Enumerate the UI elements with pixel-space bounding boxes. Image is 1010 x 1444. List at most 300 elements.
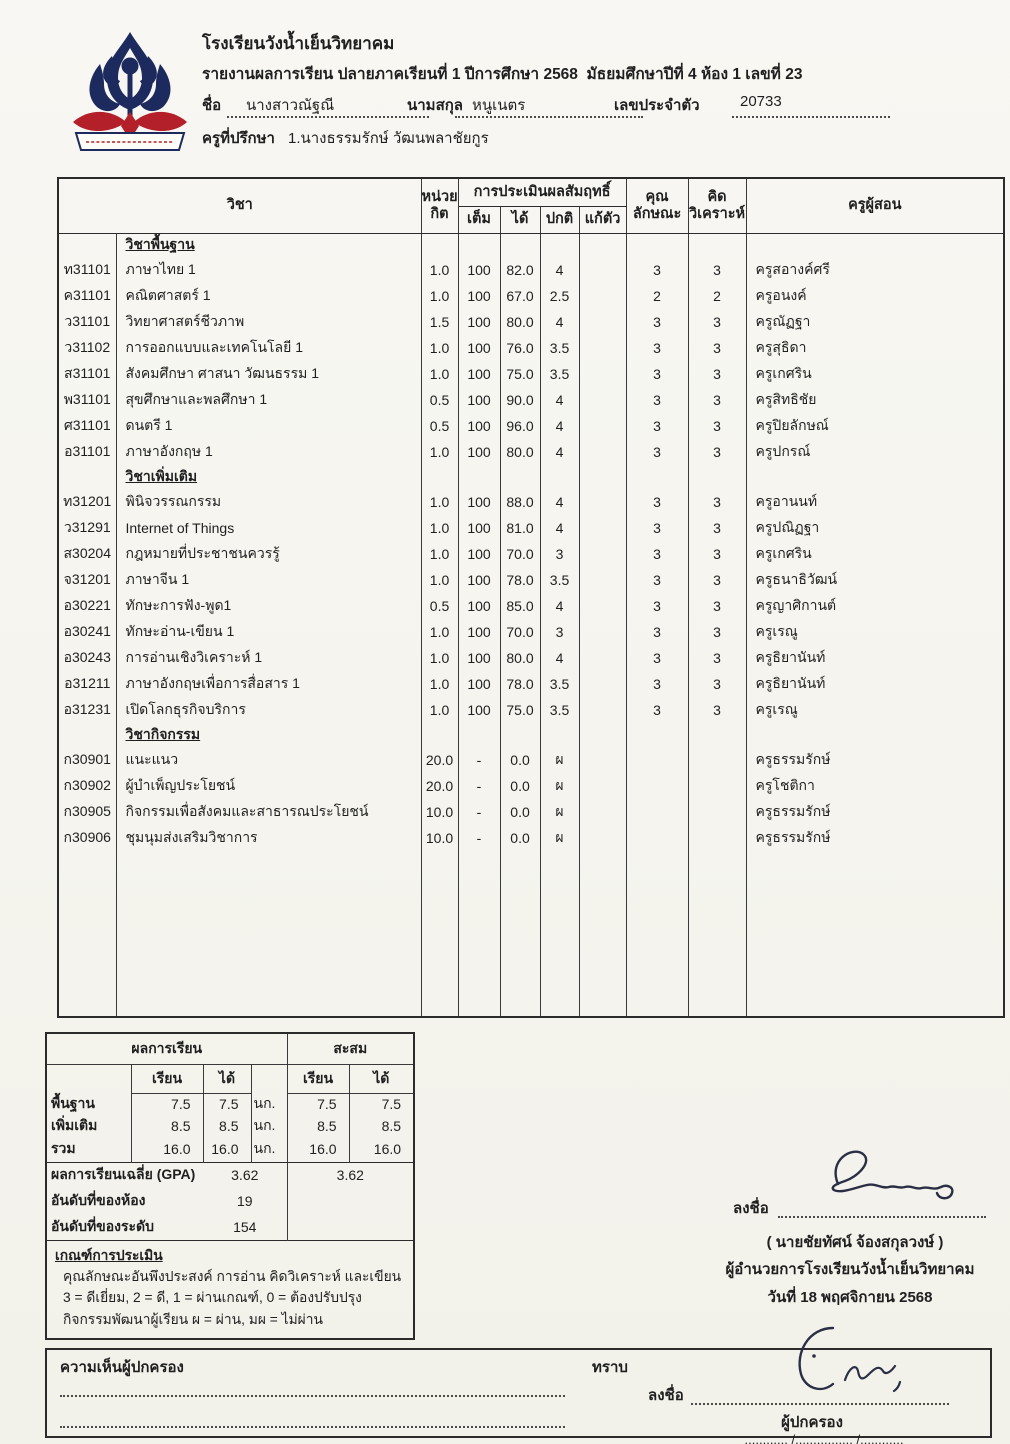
summary-value: 8.5 bbox=[287, 1115, 349, 1137]
subject-full-cell: 100 bbox=[458, 335, 500, 361]
empty-cell bbox=[458, 723, 500, 747]
subject-name-cell: ทักษะการฟัง-พูด1 bbox=[116, 593, 421, 619]
class-rank-label: อันดับที่ของห้อง bbox=[51, 1192, 146, 1208]
subject-teacher-cell: ครูธรรมรักษ์ bbox=[746, 799, 1004, 825]
subject-think-cell bbox=[688, 825, 746, 851]
subject-row bbox=[58, 283, 1004, 309]
subject-grade-cell: ผ bbox=[540, 799, 579, 825]
subject-retake-cell bbox=[579, 309, 626, 335]
subject-row bbox=[58, 515, 1004, 541]
class-rank-value: 19 bbox=[236, 1193, 253, 1209]
grade-table bbox=[57, 177, 1005, 1018]
summary-unit: นก. bbox=[251, 1093, 287, 1115]
name-label: ชื่อ bbox=[202, 97, 222, 114]
subject-teacher-cell: ครูญาศิกานต์ bbox=[746, 593, 1004, 619]
subject-row bbox=[58, 413, 1004, 439]
subject-trait-cell: 3 bbox=[626, 645, 688, 671]
subject-row bbox=[58, 747, 1004, 773]
subject-credit-cell: 0.5 bbox=[421, 593, 458, 619]
subject-code-cell: ส31101 bbox=[58, 361, 116, 387]
subject-trait-cell: 3 bbox=[626, 541, 688, 567]
subject-credit-cell: 1.0 bbox=[421, 361, 458, 387]
subject-code-cell: ศ31101 bbox=[58, 413, 116, 439]
subject-retake-cell bbox=[579, 645, 626, 671]
student-id: 20733 bbox=[740, 93, 782, 110]
section-title-cell bbox=[116, 723, 421, 747]
subject-full-cell: 100 bbox=[458, 309, 500, 335]
subject-credit-cell: 10.0 bbox=[421, 825, 458, 851]
subject-name-cell: เปิดโลกธุรกิจบริการ bbox=[116, 697, 421, 723]
subject-credit-cell: 1.0 bbox=[421, 671, 458, 697]
subject-retake-cell bbox=[579, 773, 626, 799]
subject-code-cell: อ31101 bbox=[58, 439, 116, 465]
summary-cumulative-header: สะสม bbox=[287, 1033, 414, 1064]
grade-table-body bbox=[58, 233, 1004, 1017]
subject-trait-cell: 3 bbox=[626, 413, 688, 439]
empty-cell bbox=[500, 723, 540, 747]
subject-code-cell: อ31231 bbox=[58, 697, 116, 723]
section-heading-row bbox=[58, 465, 1004, 489]
subject-got-cell: 75.0 bbox=[500, 361, 540, 387]
empty-cell bbox=[688, 233, 746, 257]
subject-got-cell: 96.0 bbox=[500, 413, 540, 439]
subject-retake-cell bbox=[579, 825, 626, 851]
subject-retake-cell bbox=[579, 799, 626, 825]
subject-retake-cell bbox=[579, 515, 626, 541]
subject-full-cell: 100 bbox=[458, 541, 500, 567]
empty-cell bbox=[688, 465, 746, 489]
subject-row bbox=[58, 309, 1004, 335]
subject-got-cell: 81.0 bbox=[500, 515, 540, 541]
subject-got-cell: 0.0 bbox=[500, 747, 540, 773]
subject-retake-cell bbox=[579, 413, 626, 439]
subject-trait-cell: 3 bbox=[626, 335, 688, 361]
subject-trait-cell: 3 bbox=[626, 671, 688, 697]
subject-got-cell: 82.0 bbox=[500, 257, 540, 283]
summary-sub-earned: ได้ bbox=[203, 1064, 251, 1093]
subject-grade-cell: ผ bbox=[540, 747, 579, 773]
subject-full-cell: 100 bbox=[458, 361, 500, 387]
subject-full-cell: - bbox=[458, 773, 500, 799]
subject-think-cell: 3 bbox=[688, 541, 746, 567]
director-position: ผู้อำนวยการโรงเรียนวังน้ำเย็นวิทยาคม bbox=[725, 1261, 975, 1278]
summary-value: 16.0 bbox=[349, 1137, 414, 1162]
student-id-dotted-line bbox=[732, 116, 890, 118]
subject-think-cell: 3 bbox=[688, 593, 746, 619]
subject-trait-cell bbox=[626, 799, 688, 825]
empty-cell bbox=[626, 851, 688, 1017]
subject-grade-cell: 4 bbox=[540, 645, 579, 671]
report-title: รายงานผลการเรียน ปลายภาคเรียนที่ 1 ปีการศึกษา 2568 มัธยมศึกษาปีที่ 4 ห้อง 1 เลขที่ 23 bbox=[202, 66, 803, 83]
empty-cell bbox=[579, 233, 626, 257]
subject-teacher-cell: ครูโชติกา bbox=[746, 773, 1004, 799]
empty-cell bbox=[421, 233, 458, 257]
summary-result-header: ผลการเรียน bbox=[46, 1033, 287, 1064]
col-header-think: คิด วิเคราะห์ bbox=[688, 178, 746, 233]
summary-cum-sub-earned: ได้ bbox=[349, 1064, 414, 1093]
summary-value: 7.5 bbox=[349, 1093, 414, 1115]
subject-got-cell: 76.0 bbox=[500, 335, 540, 361]
empty-cell bbox=[500, 465, 540, 489]
student-id-label: เลขประจำตัว bbox=[614, 97, 700, 114]
subject-got-cell: 0.0 bbox=[500, 773, 540, 799]
empty-cell bbox=[116, 851, 421, 1017]
subject-grade-cell: 4 bbox=[540, 387, 579, 413]
subject-row bbox=[58, 439, 1004, 465]
subject-trait-cell: 3 bbox=[626, 515, 688, 541]
empty-cell bbox=[746, 233, 1004, 257]
empty-cell bbox=[500, 851, 540, 1017]
subject-full-cell: 100 bbox=[458, 593, 500, 619]
subject-credit-cell: 1.5 bbox=[421, 309, 458, 335]
student-first-name: นางสาวณัฐณี bbox=[246, 97, 335, 114]
level-rank-label: อันดับที่ของระดับ bbox=[51, 1217, 155, 1234]
subject-full-cell: 100 bbox=[458, 645, 500, 671]
subject-credit-cell: 0.5 bbox=[421, 413, 458, 439]
report-date: วันที่ 18 พฤศจิกายน 2568 bbox=[767, 1289, 933, 1306]
empty-cell bbox=[688, 851, 746, 1017]
subject-teacher-cell: ครูสิทธิชัย bbox=[746, 387, 1004, 413]
first-name-dotted-line bbox=[227, 116, 429, 118]
subject-credit-cell: 1.0 bbox=[421, 515, 458, 541]
subject-trait-cell: 3 bbox=[626, 439, 688, 465]
subject-row bbox=[58, 773, 1004, 799]
subject-name-cell: ชุมนุมส่งเสริมวิชาการ bbox=[116, 825, 421, 851]
subject-name-cell: Internet of Things bbox=[116, 515, 421, 541]
subject-row bbox=[58, 619, 1004, 645]
subject-code-cell: ว31291 bbox=[58, 515, 116, 541]
subject-grade-cell: 3.5 bbox=[540, 361, 579, 387]
subject-trait-cell bbox=[626, 747, 688, 773]
subject-credit-cell: 1.0 bbox=[421, 697, 458, 723]
subject-got-cell: 80.0 bbox=[500, 439, 540, 465]
subject-credit-cell: 1.0 bbox=[421, 335, 458, 361]
summary-value: 8.5 bbox=[131, 1115, 203, 1137]
acknowledged-label: ทราบ bbox=[592, 1359, 628, 1376]
subject-think-cell: 3 bbox=[688, 645, 746, 671]
subject-teacher-cell: ครูเรณู bbox=[746, 697, 1004, 723]
parent-label: ผู้ปกครอง bbox=[781, 1414, 843, 1431]
subject-think-cell bbox=[688, 799, 746, 825]
subject-full-cell: 100 bbox=[458, 387, 500, 413]
section-title: วิชาเพิ่มเติม bbox=[125, 468, 198, 484]
empty-cell bbox=[458, 851, 500, 1017]
col-header-full: เต็ม bbox=[458, 206, 500, 233]
subject-name-cell: กิจกรรมเพื่อสังคมและสาธารณประโยชน์ bbox=[116, 799, 421, 825]
subject-full-cell: 100 bbox=[458, 697, 500, 723]
subject-credit-cell: 10.0 bbox=[421, 799, 458, 825]
subject-trait-cell bbox=[626, 773, 688, 799]
subject-retake-cell bbox=[579, 489, 626, 515]
subject-think-cell: 3 bbox=[688, 413, 746, 439]
subject-retake-cell bbox=[579, 671, 626, 697]
subject-full-cell: 100 bbox=[458, 567, 500, 593]
subject-teacher-cell: ครูเกศริน bbox=[746, 361, 1004, 387]
col-header-got: ได้ bbox=[500, 206, 540, 233]
subject-think-cell bbox=[688, 747, 746, 773]
subject-grade-cell: 3.5 bbox=[540, 671, 579, 697]
subject-name-cell: ดนตรี 1 bbox=[116, 413, 421, 439]
summary-value: 8.5 bbox=[203, 1115, 251, 1137]
col-header-trait: คุณ ลักษณะ bbox=[626, 178, 688, 233]
subject-credit-cell: 1.0 bbox=[421, 619, 458, 645]
summary-value: 7.5 bbox=[131, 1093, 203, 1115]
section-title: วิชากิจกรรม bbox=[125, 726, 201, 742]
subject-row bbox=[58, 671, 1004, 697]
subject-grade-cell: ผ bbox=[540, 773, 579, 799]
subject-grade-cell: 4 bbox=[540, 309, 579, 335]
comment-dotted-line bbox=[60, 1395, 565, 1397]
subject-name-cell: กฎหมายที่ประชาชนควรรู้ bbox=[116, 541, 421, 567]
subject-teacher-cell: ครูปณิฏฐา bbox=[746, 515, 1004, 541]
subject-think-cell: 3 bbox=[688, 515, 746, 541]
subject-grade-cell: 4 bbox=[540, 439, 579, 465]
criteria-line: กิจกรรมพัฒนาผู้เรียน ผ = ผ่าน, มผ = ไม่ผ่าน bbox=[63, 1311, 323, 1327]
subject-got-cell: 0.0 bbox=[500, 799, 540, 825]
subject-name-cell: ทักษะอ่าน-เขียน 1 bbox=[116, 619, 421, 645]
subject-grade-cell: 3.5 bbox=[540, 567, 579, 593]
subject-name-cell: วิทยาศาสตร์ชีวภาพ bbox=[116, 309, 421, 335]
level-rank-value: 154 bbox=[233, 1218, 257, 1235]
subject-name-cell: ภาษาอังกฤษ 1 bbox=[116, 439, 421, 465]
empty-cell bbox=[421, 723, 458, 747]
subject-retake-cell bbox=[579, 335, 626, 361]
subject-trait-cell: 3 bbox=[626, 361, 688, 387]
subject-name-cell: ภาษาอังกฤษเพื่อการสื่อสาร 1 bbox=[116, 671, 421, 697]
subject-teacher-cell: ครูปิยลักษณ์ bbox=[746, 413, 1004, 439]
subject-teacher-cell: ครูสุธิดา bbox=[746, 335, 1004, 361]
subject-retake-cell bbox=[579, 541, 626, 567]
subject-retake-cell bbox=[579, 567, 626, 593]
parent-signature bbox=[737, 1320, 947, 1412]
subject-row bbox=[58, 541, 1004, 567]
summary-unit: นก. bbox=[251, 1115, 287, 1137]
summary-value: 16.0 bbox=[287, 1137, 349, 1162]
subject-got-cell: 78.0 bbox=[500, 567, 540, 593]
subject-code-cell: ก30901 bbox=[58, 747, 116, 773]
subject-think-cell: 3 bbox=[688, 361, 746, 387]
subject-code-cell: ท31101 bbox=[58, 257, 116, 283]
empty-cell bbox=[58, 465, 116, 489]
subject-name-cell: การออกแบบและเทคโนโลยี 1 bbox=[116, 335, 421, 361]
subject-got-cell: 67.0 bbox=[500, 283, 540, 309]
subject-think-cell: 3 bbox=[688, 309, 746, 335]
director-signature bbox=[800, 1142, 975, 1206]
subject-teacher-cell: ครูอานนท์ bbox=[746, 489, 1004, 515]
subject-code-cell: ว31101 bbox=[58, 309, 116, 335]
subject-grade-cell: 4 bbox=[540, 593, 579, 619]
summary-row-label: รวม bbox=[51, 1140, 76, 1157]
subject-row bbox=[58, 489, 1004, 515]
subject-retake-cell bbox=[579, 387, 626, 413]
empty-cell bbox=[579, 723, 626, 747]
subject-trait-cell: 3 bbox=[626, 697, 688, 723]
empty-cell bbox=[746, 465, 1004, 489]
subject-credit-cell: 1.0 bbox=[421, 283, 458, 309]
grading-criteria bbox=[46, 1240, 414, 1339]
criteria-line: คุณลักษณะอันพึงประสงค์ การอ่าน คิดวิเคราะห์ และเขียน bbox=[63, 1268, 402, 1284]
summary-unit: นก. bbox=[251, 1137, 287, 1162]
col-header-assessment: การประเมินผลสัมฤทธิ์ bbox=[458, 178, 626, 206]
subject-teacher-cell: ครูเกศริน bbox=[746, 541, 1004, 567]
subject-grade-cell: 4 bbox=[540, 515, 579, 541]
subject-got-cell: 80.0 bbox=[500, 645, 540, 671]
subject-name-cell: แนะแนว bbox=[116, 747, 421, 773]
advisor-name: 1.นางธรรมรักษ์ วัฒนพลาชัยกูร bbox=[288, 130, 489, 147]
subject-code-cell: จ31201 bbox=[58, 567, 116, 593]
subject-teacher-cell: ครูเรณู bbox=[746, 619, 1004, 645]
subject-retake-cell bbox=[579, 439, 626, 465]
subject-full-cell: 100 bbox=[458, 671, 500, 697]
subject-name-cell: ภาษาจีน 1 bbox=[116, 567, 421, 593]
subject-trait-cell: 2 bbox=[626, 283, 688, 309]
subject-think-cell: 3 bbox=[688, 257, 746, 283]
subject-teacher-cell: ครูธรรมรักษ์ bbox=[746, 747, 1004, 773]
subject-full-cell: - bbox=[458, 825, 500, 851]
subject-full-cell: 100 bbox=[458, 283, 500, 309]
col-header-normal: ปกติ bbox=[540, 206, 579, 233]
subject-row bbox=[58, 361, 1004, 387]
subject-grade-cell: 4 bbox=[540, 413, 579, 439]
subject-retake-cell bbox=[579, 619, 626, 645]
subject-code-cell: อ30221 bbox=[58, 593, 116, 619]
subject-code-cell: ท31201 bbox=[58, 489, 116, 515]
subject-teacher-cell: ครูธิยานันท์ bbox=[746, 645, 1004, 671]
section-heading-row bbox=[58, 233, 1004, 257]
subject-name-cell: ภาษาไทย 1 bbox=[116, 257, 421, 283]
subject-teacher-cell: ครูณัฏฐา bbox=[746, 309, 1004, 335]
subject-name-cell: ผู้บำเพ็ญประโยชน์ bbox=[116, 773, 421, 799]
parent-section-box bbox=[45, 1348, 992, 1444]
summary-sub-enrolled: เรียน bbox=[131, 1064, 203, 1093]
criteria-title: เกณฑ์การประเมิน bbox=[55, 1247, 163, 1263]
subject-credit-cell: 1.0 bbox=[421, 645, 458, 671]
subject-code-cell: ว31102 bbox=[58, 335, 116, 361]
subject-trait-cell: 3 bbox=[626, 593, 688, 619]
empty-cell bbox=[58, 233, 116, 257]
empty-cell bbox=[421, 851, 458, 1017]
subject-code-cell: อ30243 bbox=[58, 645, 116, 671]
subject-code-cell: พ31101 bbox=[58, 387, 116, 413]
subject-full-cell: 100 bbox=[458, 413, 500, 439]
subject-full-cell: 100 bbox=[458, 619, 500, 645]
subject-name-cell: สังคมศึกษา ศาสนา วัฒนธรรม 1 bbox=[116, 361, 421, 387]
section-title-cell bbox=[116, 233, 421, 257]
empty-cell bbox=[540, 233, 579, 257]
subject-row bbox=[58, 825, 1004, 851]
subject-got-cell: 88.0 bbox=[500, 489, 540, 515]
subject-credit-cell: 1.0 bbox=[421, 541, 458, 567]
school-logo bbox=[60, 26, 200, 158]
subject-row bbox=[58, 335, 1004, 361]
summary-row-label: เพิ่มเติม bbox=[51, 1117, 98, 1133]
subject-credit-cell: 1.0 bbox=[421, 567, 458, 593]
subject-name-cell: สุขศึกษาและพลศึกษา 1 bbox=[116, 387, 421, 413]
subject-name-cell: คณิตศาสตร์ 1 bbox=[116, 283, 421, 309]
subject-think-cell: 2 bbox=[688, 283, 746, 309]
empty-cell bbox=[500, 233, 540, 257]
subject-full-cell: - bbox=[458, 799, 500, 825]
subject-trait-cell: 3 bbox=[626, 387, 688, 413]
empty-cell bbox=[746, 723, 1004, 747]
director-name: ( นายชัยทัศน์ จ้องสกุลวงษ์ ) bbox=[766, 1234, 944, 1251]
section-heading-row bbox=[58, 723, 1004, 747]
empty-cell bbox=[58, 723, 116, 747]
subject-row bbox=[58, 567, 1004, 593]
parent-sign-label: ลงชื่อ bbox=[648, 1387, 684, 1404]
summary-row-label: พื้นฐาน bbox=[51, 1095, 95, 1111]
subject-row bbox=[58, 645, 1004, 671]
subject-code-cell: อ31211 bbox=[58, 671, 116, 697]
subject-full-cell: 100 bbox=[458, 257, 500, 283]
subject-think-cell: 3 bbox=[688, 335, 746, 361]
subject-grade-cell: ผ bbox=[540, 825, 579, 851]
subject-code-cell: อ30241 bbox=[58, 619, 116, 645]
subject-think-cell: 3 bbox=[688, 671, 746, 697]
subject-grade-cell: 3.5 bbox=[540, 335, 579, 361]
subject-teacher-cell: ครูอนงค์ bbox=[746, 283, 1004, 309]
section-title: วิชาพื้นฐาน bbox=[125, 236, 195, 253]
summary-table bbox=[45, 1032, 415, 1340]
subject-think-cell: 3 bbox=[688, 697, 746, 723]
parent-comment-label: ความเห็นผู้ปกครอง bbox=[60, 1359, 184, 1376]
student-surname: หนูเนตร bbox=[472, 97, 526, 114]
subject-retake-cell bbox=[579, 361, 626, 387]
empty-cell bbox=[540, 851, 579, 1017]
summary-value: 7.5 bbox=[203, 1093, 251, 1115]
subject-got-cell: 70.0 bbox=[500, 619, 540, 645]
summary-value: 16.0 bbox=[131, 1137, 203, 1162]
parent-date-line: ............ /................ /............ bbox=[744, 1432, 904, 1444]
subject-grade-cell: 4 bbox=[540, 489, 579, 515]
subject-retake-cell bbox=[579, 283, 626, 309]
empty-cell bbox=[688, 723, 746, 747]
surname-label: นามสกุล bbox=[407, 97, 463, 114]
summary-value: 7.5 bbox=[287, 1093, 349, 1115]
empty-cell bbox=[421, 465, 458, 489]
subject-code-cell: ค31101 bbox=[58, 283, 116, 309]
col-header-credit: หน่วย กิต bbox=[421, 178, 458, 233]
empty-cell bbox=[458, 465, 500, 489]
subject-retake-cell bbox=[579, 747, 626, 773]
subject-got-cell: 0.0 bbox=[500, 825, 540, 851]
subject-think-cell: 3 bbox=[688, 619, 746, 645]
subject-got-cell: 90.0 bbox=[500, 387, 540, 413]
subject-teacher-cell: ครูธนาธิวัฒน์ bbox=[746, 567, 1004, 593]
subject-think-cell: 3 bbox=[688, 387, 746, 413]
gpa-cumulative-value: 3.62 bbox=[287, 1162, 414, 1188]
subject-trait-cell: 3 bbox=[626, 257, 688, 283]
subject-grade-cell: 4 bbox=[540, 257, 579, 283]
subject-full-cell: 100 bbox=[458, 489, 500, 515]
subject-think-cell: 3 bbox=[688, 489, 746, 515]
subject-retake-cell bbox=[579, 593, 626, 619]
subject-think-cell bbox=[688, 773, 746, 799]
subject-retake-cell bbox=[579, 257, 626, 283]
empty-cell bbox=[626, 465, 688, 489]
subject-full-cell: - bbox=[458, 747, 500, 773]
subject-retake-cell bbox=[579, 697, 626, 723]
subject-credit-cell: 1.0 bbox=[421, 257, 458, 283]
empty-cell bbox=[458, 233, 500, 257]
subject-got-cell: 78.0 bbox=[500, 671, 540, 697]
subject-grade-cell: 3.5 bbox=[540, 697, 579, 723]
gpa-label: ผลการเรียนเฉลี่ย (GPA) bbox=[46, 1162, 203, 1188]
subject-trait-cell: 3 bbox=[626, 619, 688, 645]
summary-cum-sub-enrolled: เรียน bbox=[287, 1064, 349, 1093]
subject-teacher-cell: ครูปกรณ์ bbox=[746, 439, 1004, 465]
empty-cell bbox=[626, 723, 688, 747]
